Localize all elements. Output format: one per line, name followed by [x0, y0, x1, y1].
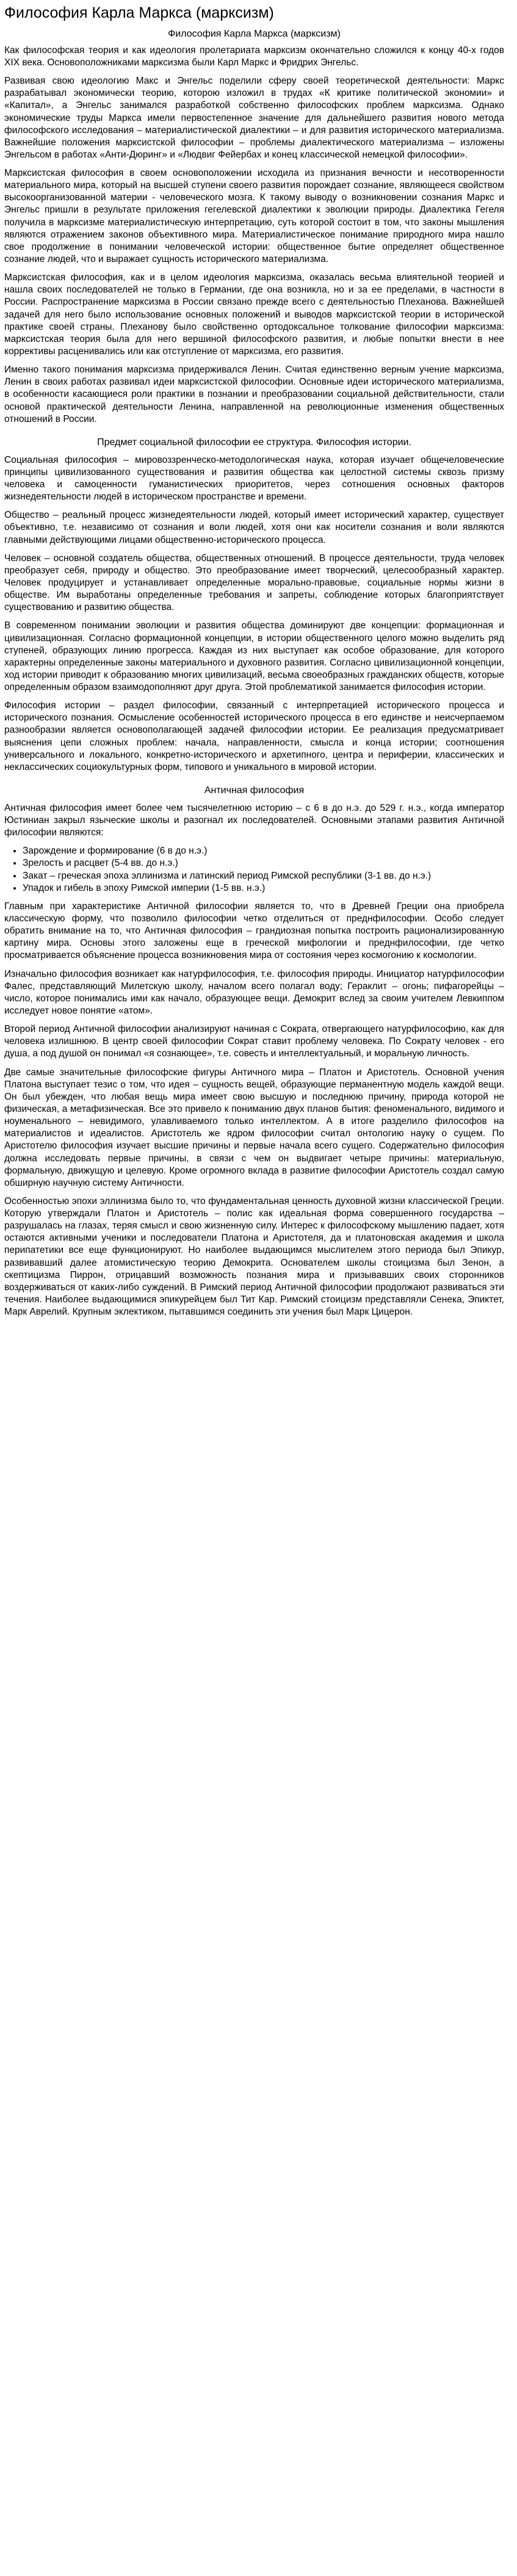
- paragraph: Философия истории – раздел философии, связанный с интерпретацией исторического процесса и исторического познания. Осмысление особенностей исторического процесса в его единстве и неисчерпаемом разнообразии является основополагающей задачей философии истории. Ее реализация предусматривает выяснения цепи сложных проблем: начала, направленности, смысла и конца истории; соотношения универсального и локального, конкретно-исторического и архетипного, центра и периферии, классических и неклассических социокультурных форм, типового и уникального в мировой истории.: [4, 700, 504, 772]
- paragraph: В современном понимании эволюции и развития общества доминируют две концепции: формационная и цивилизационная. Согласно формационной концепции, в истории общественного целого можно выделить ряд ступеней, образующих линию прогресса. Каждая из них выступает как особое образование, для которого характерны определенные законы материального и духовного развития. Согласно цивилизационной концепции, ход истории приводит к образованию многих цивилизаций, весьма своеобразных гражданских обществ, которые определенным образом взаимодополняют друг друга. Этой проблематикой занимается философия истории.: [4, 620, 504, 693]
- paragraph: Марксистская философия в своем основоположении исходила из признания вечности и несотворенности материального мира, который на высшей ступени своего развития порождает сознание, являющееся свойством высокоорганизованной материи - человеческого мозга. К такому выводу о возникновении сознания Маркс и Энгельс пришли в результате приложения гегелевской диалектики к эволюции природы. Диалектика Гегеля получила в марксизме материалистическую интерпретацию, суть которой состоит в том, что законы мышления являются отражением законов объективного мира. Материалистическое понимание природного мира нашло свое продолжение в понимании человеческой истории: общественное бытие определяет общественное сознание людей, что и выражает сущность исторического материализма.: [4, 168, 504, 265]
- paragraph: Марксистская философия, как и в целом идеология марксизма, оказалась весьма влиятельной теорией и нашла своих последователей не только в Германии, где она возникла, но и за ее пределами, в частности в России. Распространение марксизма в России связано прежде всего с деятельностью Плеханова. Важнейшей задачей для него было использование основных положений и выводов марксистской теории в исторической практике своей страны. Плеханову было свойственно ортодоксальное толкование философии марксизма: марксистская теория была для него вершиной философского развития, и любые попытки внести в нее коррективы расценивались или как отступление от марксизма, его развития.: [4, 272, 504, 357]
- section-heading: Предмет социальной философии ее структура. Философия истории.: [97, 437, 411, 448]
- paragraph: Именно такого понимания марксизма придерживался Ленин. Считая единственно верным учение марксизма, Ленин в своих работах развивал идеи марксистской философии. Основные идеи исторического материализма, в особенности касающиеся роли практики в познании и преобразовании социальной действительности, стали основой практической деятельности Ленина, направленной на революционные изменения общественных отношений в России.: [4, 365, 504, 424]
- paragraph: Развивая свою идеологию Макс и Энгельс поделили сферу своей теоретической деятельности: Маркс разрабатывал экономически теорию, которою изложил в трудах «К критике политической экономии» и «Капитал», а Энгельс занимался разработкой собственно философских проблем марксизма. Однако экономические труды Маркса имели первостепенное значение для дальнейшего развития нового метода философского исследования – материалистической диалектики – и для развития исторического материализма. Важнейшие положения марксистской философии – проблемы диалектического материализма – изложены Энгельсом в работах «Анти-Дюринг» и «Людвиг Фейербах и конец классической немецкой философии».: [4, 76, 504, 160]
- paragraph: Второй период Античной философии анализируют начиная с Сократа, отвергающего натурфилософию, как для человека излишнюю. В центр своей философии Сократ ставит проблему человека. По Сократу человек - его душа, а под душой он понимал «я сознающее», т.е. совесть и интеллектуальный, и моральную личность.: [4, 1024, 504, 1059]
- list-item: • Зрелость и расцвет (5-4 вв. до н.э.): [23, 857, 504, 869]
- list-item: • Зарождение и формирование (6 в до н.э.): [23, 845, 504, 857]
- section-ancient-philosophy: [4, 785, 504, 1318]
- paragraph: Общество – реальный процесс жизнедеятельности людей, который имеет исторический характер, существует объективно, т.е. независимо от сознания и воли людей, хотя они как носители сознания и воли являются главными действующими лицами общественно-исторического процесса.: [4, 510, 504, 545]
- section-heading: Античная философия: [204, 785, 305, 796]
- article-subtitle: Философия Карла Маркса (марксизм): [168, 29, 341, 39]
- paragraph: Как философская теория и как идеология пролетариата марксизм окончательно сложился к концу 40-х годов XIX века. Основоположниками марксизма были Карл Маркс и Фридрих Энгельс.: [4, 45, 504, 68]
- section-social-philosophy: [4, 437, 504, 774]
- section-marxism: [4, 45, 504, 426]
- paragraph: Социальная философия – мировоззренческо-методологическая наука, которая изучает общечеловеческие принципы цивилизованного существования и развития общества как целостной системы сквозь призму человека и самоценности гуманистических приоритетов, через сотношения основных факторов жизнедеятельности людей в историческом пространстве и времени.: [4, 454, 504, 503]
- paragraph: Главным при характеристике Античной философии является то, что в Древней Греции она приобрела классическую форму, что позволило философии четко отделиться от преднфилософии. Особо следует обратить внимание на то, что Античная философия – грандиозная попытка построить рационализированную картину мира. Основы этого заложены еще в греческой мифологии и преднфилософии, где четко просматривается объяснение процесса возникновения мира от состояния через космогонию к космологии.: [4, 901, 504, 961]
- paragraph: Человек – основной создатель общества, общественных отношений. В процессе деятельности, труда человек преобразует себя, природу и общество. Это преобразование имеет творческий, целесообразный характер. Человек продуцирует и устанавливает определенные морально-правовые, социальные нормы жизни в обществе. Им выработаны определенные требования и запреты, соблюдение которых благоприятствует существованию и развитию общества.: [4, 553, 504, 613]
- paragraph: Изначально философия возникает как натурфилософия, т.е. философия природы. Инициатор натурфилософии Фалес, представляющий Милетскую школу, началом всего полагал воду; Гераклит – огонь; пифагорейцы – число, которое понимались ими как начало, образующее вещи. Демокрит вслед за своим учителем Левкиппом исследует новое понятие «атом».: [4, 968, 504, 1016]
- list-item: • Закат – греческая эпоха эллинизма и латинский период Римской республики (3-1 вв. до н.э.): [23, 870, 504, 882]
- paragraph: Особенностью эпохи эллинизма было то, что фундаментальная ценность духовной жизни классической Греции. Которую утверждали Платон и Аристотель – полис как идеальная форма совершенного государства – разрушалась на глазах, теряя смысл и свою жизненную силу. Интерес к философскому мышлению падает, хотя остаются активными ученики и последователи Платона и Аристотеля, да и платоновская академия и школа перипатетики все еще функционируют. Но наиболее выдающимся мыслителем этого периода был Эпикур, развивавший далее атомистическую теорию Демокрита. Основателем школы стоицизма был Зенон, а скептицизма Пиррон, отрицавший возможность познания мира и призывавших своих сторонников воздерживаться от каких-либо суждений. В Римский период Античной философии продолжают развиваться эти течения. Наиболее выдающимися эпикурейцем был Тит Кар. Римский стоицизм представляли Сенека, Эпиктет, Марк Аврелий. Крупным эклектиком, пытавшимся соединить эти учения был Марк Цицерон.: [4, 1195, 504, 1318]
- paragraph: Античная философия имеет более чем тысячелетнюю историю – с 6 в до н.э. до 529 г. н.э., когда император Юстиниан закрыл языческие школы и разогнал их последователей. Основными этапами развития Античной философии являются:: [4, 802, 504, 838]
- page-title: Философия Карла Маркса (марксизм): [4, 4, 274, 21]
- stages-list: [4, 845, 504, 894]
- list-item: • Упадок и гибель в эпоху Римской империи (1-5 вв. н.э.): [23, 882, 504, 894]
- paragraph: Две самые значительные философские фигуры Античного мира – Платон и Аристотель. Основной учения Платона выступает тезис о том, что идея – сущность вещей, образующие перманентную модель каждой вещи. Он был убежден, что любая вещь мира имеет свою высшую и последнюю причину, природа которой не физическая, а метафизическая. Все это привело к пониманию двух планов бытия: феноменального, видимого и ноуменального – невидимого, улавливаемого только интеллектом. А в итоге разделило философов на материалистов и идеалистов. Аристотель же ядром философии считал онтологию науку о сущем. По Аристотелю философия изучает высшие причины и первые начала всего сущего. Содержательно философия должна исследовать первые причины, в связи с чем он выдвигает четыре причины: материальную, формальную, движущую и целевую. Кроме огромного вклада в развитие философии Аристотель создал самую обширную научную систему Античности.: [4, 1067, 504, 1188]
